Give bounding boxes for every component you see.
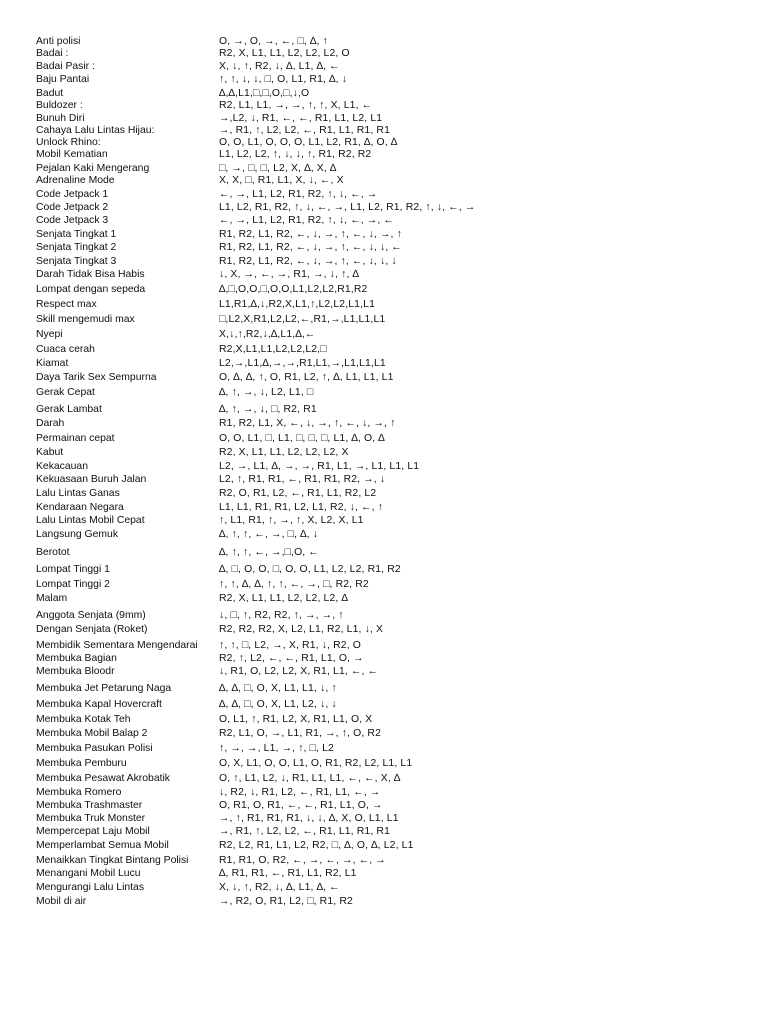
cheat-name: Kiamat [36,358,69,369]
cheat-code: □,L2,X,R1,L2,L2,←,R1,→,L1,L1,L1 [219,314,386,325]
cheat-row [0,713,768,727]
cheat-name: Badut [36,88,64,99]
cheat-code: O, O, L1, O, O, O, L1, L2, R1, ∆, O, ∆ [219,137,398,148]
cheat-row [0,386,768,400]
cheat-name: Kabut [36,447,64,458]
cheat-code: L1, L2, L2, ↑, ↓, ↓, ↑, R1, R2, R2 [219,149,372,160]
cheat-code: R1, R2, L1, X, ←, ↓, →, ↑, ←, ↓, →, ↑ [219,418,396,429]
cheat-row [0,727,768,741]
cheat-name: Senjata Tingkat 3 [36,256,117,267]
cheat-name: Daya Tarik Sex Sempurna [36,372,157,383]
cheat-code: R1, R1, O, R2, ←, →, ←, →, ←, → [219,855,386,866]
cheat-row [0,214,768,228]
cheat-row [0,313,768,327]
cheat-code: X, ↓, ↑, R2, ↓, ∆, L1, ∆, ← [219,882,340,893]
cheat-code: R2,X,L1,L1,L2,L2,L2,□ [219,344,327,355]
cheat-name: Darah Tidak Bisa Habis [36,269,145,280]
cheat-name: Lompat Tinggi 1 [36,564,110,575]
cheat-row [0,757,768,771]
cheat-name: Membuka Truk Monster [36,813,146,824]
cheat-row [0,652,768,666]
cheat-name: Baju Pantai [36,74,90,85]
cheat-row [0,283,768,297]
cheat-name: Skill mengemudi max [36,314,135,325]
cheat-name: Memperlambat Semua Mobil [36,840,169,851]
cheat-row [0,357,768,371]
cheat-row [0,812,768,826]
cheat-row [0,839,768,853]
cheat-code: R2, L2, R1, L1, L2, R2, □, ∆, O, ∆, L2, L1 [219,840,414,851]
cheat-code: ∆, ↑, ↑, ←, →,□,O, ← [219,547,319,558]
cheat-row [0,343,768,357]
cheat-row [0,609,768,623]
cheat-code: R2, L1, L1, →, →, ↑, ↑, X, L1, ← [219,100,373,111]
cheat-row [0,639,768,653]
cheat-row [0,487,768,501]
cheat-name: Membuka Mobil Balap 2 [36,728,148,739]
cheat-code: O, →, O, →, ←, □, ∆, ↑ [219,36,328,47]
cheat-name: Respect max [36,299,97,310]
cheat-row [0,698,768,712]
cheat-name: Badai Pasir : [36,61,95,72]
cheat-name: Mobil di air [36,896,87,907]
cheat-row [0,578,768,592]
cheat-row [0,799,768,813]
cheat-code: ∆,∆,L1,□,□,O,□,↓,O [219,88,310,99]
cheat-row [0,371,768,385]
cheat-name: Darah [36,418,65,429]
cheat-name: Adrenaline Mode [36,175,115,186]
cheat-code: L1, L2, R1, R2, ↑, ↓, ←, →, L1, L2, R1, R2, ↑, ↓, ←, → [219,202,476,213]
cheat-row [0,298,768,312]
cheat-name: Gerak Lambat [36,404,102,415]
cheat-code: ↑, ↑, □, L2, →, X, R1, ↓, R2, O [219,640,362,651]
cheat-row [0,432,768,446]
cheat-row [0,528,768,542]
cheat-row [0,47,768,61]
cheat-code: →, R1, ↑, L2, L2, ←, R1, L1, R1, R1 [219,826,390,837]
cheat-code: R1, R2, L1, R2, ←, ↓, →, ↑, ←, ↓, →, ↑ [219,229,402,240]
cheat-row [0,228,768,242]
cheat-code: →, ↑, R1, R1, R1, ↓, ↓, ∆, X, O, L1, L1 [219,813,399,824]
cheat-name: Code Jetpack 1 [36,189,109,200]
cheat-name: Mempercepat Laju Mobil [36,826,150,837]
cheat-name: Membuka Trashmaster [36,800,143,811]
cheat-code: ∆, □, O, O, □, O, O, L1, L2, L2, R1, R2 [219,564,401,575]
cheat-name: Menaikkan Tingkat Bintang Polisi [36,855,189,866]
cheat-code: ↑, ↑, ↓, ↓, □, O, L1, R1, ∆, ↓ [219,74,347,85]
cheat-row [0,867,768,881]
cheat-name: Senjata Tingkat 1 [36,229,117,240]
cheat-row [0,895,768,909]
cheat-code: →,L2, ↓, R1, ←, ←, R1, L1, L2, L1 [219,113,383,124]
cheat-name: Anti polisi [36,36,81,47]
cheat-name: Malam [36,593,68,604]
cheat-row [0,188,768,202]
cheat-name: Berotot [36,547,70,558]
cheat-name: Menangani Mobil Lucu [36,868,141,879]
cheat-row [0,328,768,342]
cheat-row [0,99,768,113]
cheat-row [0,786,768,800]
cheat-name: Mengurangi Lalu Lintas [36,882,145,893]
cheat-row [0,742,768,756]
cheat-name: Pejalan Kaki Mengerang [36,163,150,174]
cheat-row [0,174,768,188]
cheat-name: Kekacauan [36,461,88,472]
cheat-code: ↓, X, →, ←, →, R1, →, ↓, ↑, ∆ [219,269,360,280]
cheat-code: R2, L1, O, →, L1, R1, →, ↑, O, R2 [219,728,382,739]
cheat-code: ∆, ∆, □, O, X, L1, L1, ↓, ↑ [219,683,337,694]
cheat-code: X,↓,↑,R2,↓,∆,L1,∆,← [219,329,316,340]
cheat-name: Gerak Cepat [36,387,95,398]
cheat-code: R2, X, L1, L1, L2, L2, L2, O [219,48,350,59]
cheat-row [0,854,768,868]
cheat-row [0,403,768,417]
cheat-name: Membuka Kapal Hovercraft [36,699,162,710]
cheat-row [0,148,768,162]
cheat-code: ↓, R2, ↓, R1, L2, ←, R1, L1, ←, → [219,787,381,798]
cheat-name: Membuka Pasukan Polisi [36,743,153,754]
cheat-row [0,825,768,839]
cheat-code: ∆, ↑, →, ↓, L2, L1, □ [219,387,314,398]
cheat-code: R2, R2, R2, X, L2, L1, R2, L1, ↓, X [219,624,384,635]
cheat-name: Senjata Tingkat 2 [36,242,117,253]
cheat-code: →, R1, ↑, L2, L2, ←, R1, L1, R1, R1 [219,125,390,136]
cheat-row [0,546,768,560]
cheat-row [0,417,768,431]
cheat-name: Cahaya Lalu Lintas Hijau: [36,125,155,136]
cheat-code: L2, ↑, R1, R1, ←, R1, R1, R2, →, ↓ [219,474,386,485]
cheat-row [0,514,768,528]
cheat-name: Badai : [36,48,69,59]
cheat-code: ←, →, L1, L2, R1, R2, ↑, ↓, ←, →, ← [219,215,395,226]
cheat-name: Membuka Kotak Teh [36,714,131,725]
cheat-name: Membuka Bagian [36,653,117,664]
cheat-name: Membuka Romero [36,787,122,798]
cheat-row [0,592,768,606]
cheat-row [0,563,768,577]
cheat-row [0,241,768,255]
cheat-code: R2, X, L1, L1, L2, L2, L2, ∆ [219,593,348,604]
cheat-row [0,772,768,786]
cheat-name: Anggota Senjata (9mm) [36,610,146,621]
cheat-name: Membuka Pemburu [36,758,127,769]
cheat-name: Langsung Gemuk [36,529,119,540]
cheat-code: L2,→,L1,∆,→,→,R1,L1,→,L1,L1,L1 [219,358,386,369]
cheat-name: Code Jetpack 2 [36,202,109,213]
cheat-code: ∆, ∆, □, O, X, L1, L2, ↓, ↓ [219,699,337,710]
cheat-code: O, L1, ↑, R1, L2, X, R1, L1, O, X [219,714,373,725]
cheat-name: Lompat dengan sepeda [36,284,146,295]
cheat-code: →, R2, O, R1, L2, □, R1, R2 [219,896,353,907]
cheat-code: O, ∆, ∆, ↑, O, R1, L2, ↑, ∆, L1, L1, L1 [219,372,394,383]
cheat-code: O, ↑, L1, L2, ↓, R1, L1, L1, ←, ←, X, ∆ [219,773,401,784]
cheat-code: L1,R1,∆,↓,R2,X,L1,↑,L2,L2,L1,L1 [219,299,375,310]
cheat-code: R1, R2, L1, R2, ←, ↓, →, ↑, ←, ↓, ↓, ← [219,242,402,253]
cheat-name: Membuka Pesawat Akrobatik [36,773,170,784]
cheat-name: Mobil Kematian [36,149,108,160]
cheat-code: □, →, □, □, L2, X, ∆, X, ∆ [219,163,337,174]
cheat-code: ∆, R1, R1, ←, R1, L1, R2, L1 [219,868,357,879]
cheat-code: R2, O, R1, L2, ←, R1, L1, R2, L2 [219,488,377,499]
cheat-code: O, X, L1, O, O, L1, O, R1, R2, L2, L1, L1 [219,758,413,769]
cheat-name: Membidik Sementara Mengendarai [36,640,198,651]
cheat-code: L1, L1, R1, R1, L2, L1, R2, ↓, ←, ↑ [219,502,384,513]
cheat-code: R2, X, L1, L1, L2, L2, L2, X [219,447,349,458]
cheat-code: ↑, L1, R1, ↑, →, ↑, X, L2, X, L1 [219,515,364,526]
cheat-row [0,665,768,679]
cheat-row [0,60,768,74]
cheat-code: O, O, L1, □, L1, □, □, □, L1, ∆, O, ∆ [219,433,385,444]
cheat-code: ↑, ↑, ∆, ∆, ↑, ↑, ←, →, □, R2, R2 [219,579,369,590]
cheat-row [0,501,768,515]
cheat-code: ∆,□,O,O,□,O,O,L1,L2,L2,R1,R2 [219,284,368,295]
cheat-name: Nyepi [36,329,63,340]
cheat-code: X, X, □, R1, L1, X, ↓, ←, X [219,175,344,186]
cheat-code: ↓, R1, O, L2, L2, X, R1, L1, ←, ← [219,666,379,677]
cheat-name: Kekuasaan Buruh Jalan [36,474,147,485]
cheat-code: ↑, →, →, L1, →, ↑, □, L2 [219,743,334,754]
cheat-code: ∆, ↑, →, ↓, □, R2, R1 [219,404,317,415]
cheat-row [0,623,768,637]
cheat-code: O, R1, O, R1, ←, ←, R1, L1, O, → [219,800,383,811]
cheat-name: Bunuh Diri [36,113,85,124]
cheat-name: Lalu Lintas Mobil Cepat [36,515,145,526]
cheat-row [0,460,768,474]
cheat-code: ↓, □, ↑, R2, R2, ↑, →, →, ↑ [219,610,344,621]
cheat-row [0,201,768,215]
cheat-name: Lompat Tinggi 2 [36,579,110,590]
cheat-name: Kendaraan Negara [36,502,124,513]
cheat-name: Permainan cepat [36,433,115,444]
cheat-name: Dengan Senjata (Roket) [36,624,148,635]
cheat-code: ←, →, L1, L2, R1, R2, ↑, ↓, ←, → [219,189,378,200]
cheat-code: R1, R2, L1, R2, ←, ↓, →, ↑, ←, ↓, ↓, ↓ [219,256,397,267]
cheat-name: Lalu Lintas Ganas [36,488,120,499]
cheat-code: X, ↓, ↑, R2, ↓, ∆, L1, ∆, ← [219,61,340,72]
cheat-name: Cuaca cerah [36,344,95,355]
cheat-row [0,682,768,696]
cheat-name: Unlock Rhino: [36,137,101,148]
cheat-row [0,881,768,895]
cheat-name: Membuka Jet Petarung Naga [36,683,172,694]
cheat-row [0,446,768,460]
cheat-row [0,473,768,487]
cheat-code: ∆, ↑, ↑, ←, →, □, ∆, ↓ [219,529,319,540]
cheat-row [0,268,768,282]
cheat-code: R2, ↑, L2, ←, ←, R1, L1, O, → [219,653,364,664]
cheat-row [0,73,768,87]
cheat-name: Membuka Bloodr [36,666,115,677]
cheat-row [0,255,768,269]
cheat-name: Buldozer : [36,100,83,111]
cheat-code: L2, →, L1, ∆, →, →, R1, L1, →, L1, L1, L1 [219,461,420,472]
cheat-name: Code Jetpack 3 [36,215,109,226]
